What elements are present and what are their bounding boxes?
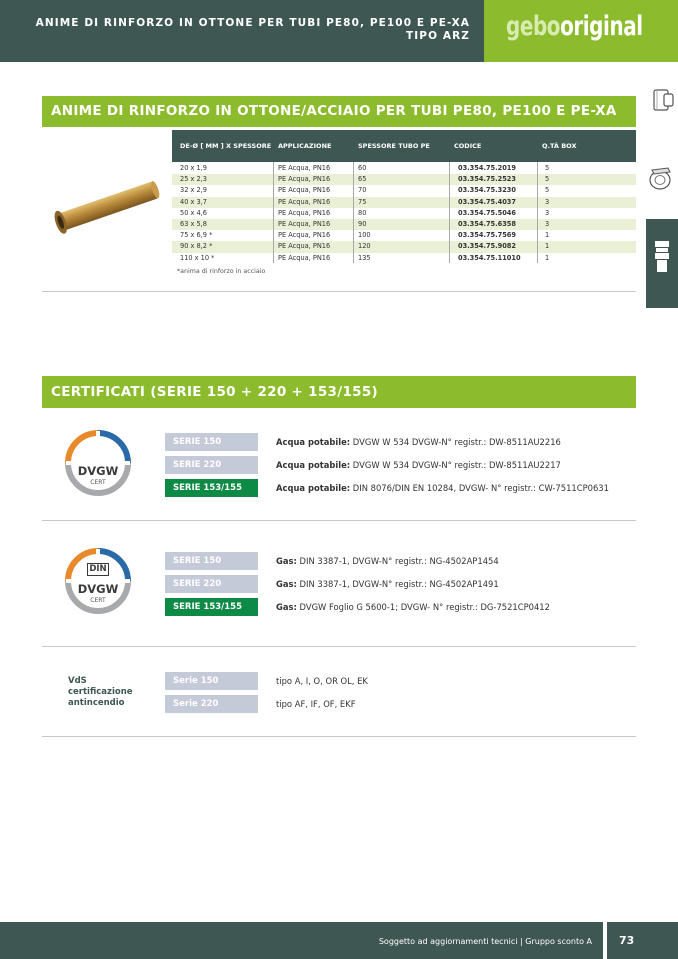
cell-box-qty: 3 — [545, 197, 550, 206]
brand-logo — [484, 0, 678, 62]
cell-application: PE Acqua, PN16 — [278, 253, 331, 262]
cell-pipe-thickness: 120 — [358, 242, 371, 251]
certificate-detail: DVGW W 534 DVGW-N° registr.: DW-8511AU2217 — [350, 460, 561, 470]
cell-diameter: 40 x 3,7 — [180, 197, 207, 206]
table-header — [172, 130, 636, 162]
certificate-row — [165, 433, 635, 451]
certificate-type-label: Acqua potabile: — [276, 437, 351, 447]
column-divider — [537, 162, 538, 263]
cell-code: 03.354.75.7569 — [458, 231, 516, 240]
table-row — [172, 241, 636, 252]
certificate-type-label: Gas: — [276, 579, 297, 589]
certificate-detail: DVGW W 534 DVGW-N° registr.: DW-8511AU2216 — [350, 437, 561, 447]
certificate-row — [165, 479, 635, 497]
logo-part-gebo: gebo — [506, 11, 561, 42]
certificate-type-label: Gas: — [276, 602, 297, 612]
certificate-text — [276, 676, 368, 686]
cell-code: 03.354.75.11010 — [458, 253, 521, 262]
header-title-line2: TIPO ARZ — [406, 30, 470, 42]
cell-pipe-thickness: 80 — [358, 208, 367, 217]
cell-box-qty: 3 — [545, 208, 550, 217]
certificate-detail: DVGW Foglio G 5600-1; DVGW- N° registr.: DG-7521CP0412 — [296, 602, 550, 612]
cell-diameter: 32 x 2,9 — [180, 186, 207, 195]
product-section-title: ANIME DI RINFORZO IN OTTONE/ACCIAIO PER TUBI PE80, PE100 E PE-XA — [42, 96, 636, 127]
dvgw-din-logo-sub: CERT — [90, 597, 106, 604]
vds-label-line1: VdS — [68, 676, 87, 686]
cell-box-qty: 5 — [545, 175, 550, 184]
certificate-row — [165, 598, 635, 616]
brass-insert-image — [48, 178, 168, 234]
table-row — [172, 185, 636, 196]
clamp-fitting-icon[interactable] — [646, 160, 678, 196]
table-row — [172, 208, 636, 219]
cell-diameter: 25 x 2,3 — [180, 175, 207, 184]
dvgw-din-logo-text: DVGW — [77, 582, 119, 596]
cell-diameter: 20 x 1,9 — [180, 164, 207, 172]
certificate-row — [165, 456, 635, 474]
certificate-row — [165, 575, 635, 593]
dvgw-logo-sub: CERT — [90, 479, 106, 486]
divider — [42, 291, 636, 292]
series-tag: SERIE 150 — [165, 552, 258, 570]
col-header-diameter: DE-Ø [ MM ] X SPESSORE — [180, 142, 272, 150]
dvgw-logo-text: DVGW — [77, 464, 119, 478]
certificate-text — [276, 460, 561, 470]
cell-box-qty: 5 — [545, 164, 550, 172]
cell-pipe-thickness: 60 — [358, 164, 367, 172]
certificate-detail: tipo AF, IF, OF, EKF — [276, 699, 356, 709]
cell-application: PE Acqua, PN16 — [278, 197, 331, 206]
cell-diameter: 110 x 10 * — [180, 253, 215, 262]
divider — [42, 736, 636, 737]
certificate-text — [276, 602, 550, 612]
cell-code: 03.354.75.2019 — [458, 164, 516, 172]
cell-code: 03.354.75.4037 — [458, 197, 516, 206]
column-divider — [353, 162, 354, 263]
cell-code: 03.354.75.5046 — [458, 208, 516, 217]
certificate-row — [165, 672, 635, 690]
series-tag: SERIE 150 — [165, 433, 258, 451]
series-tag: SERIE 220 — [165, 456, 258, 474]
vds-label-line3: antincendio — [68, 698, 125, 708]
certificates-section-title: CERTIFICATI (SERIE 150 + 220 + 153/155) — [42, 376, 636, 408]
certificate-text — [276, 437, 561, 447]
cell-diameter: 90 x 8,2 * — [180, 242, 213, 251]
table-row — [172, 219, 636, 230]
cell-pipe-thickness: 65 — [358, 175, 367, 184]
logo-part-original: original — [560, 11, 643, 42]
column-divider — [449, 162, 450, 263]
din-logo-text: DIN — [87, 563, 109, 576]
divider — [42, 646, 636, 647]
cell-box-qty: 1 — [545, 242, 550, 251]
dvgw-cert-logo — [60, 425, 136, 501]
col-header-box-qty: Q.TÀ BOX — [542, 142, 577, 150]
header-title — [36, 17, 470, 43]
cell-application: PE Acqua, PN16 — [278, 186, 331, 195]
cell-application: PE Acqua, PN16 — [278, 220, 331, 228]
table-row — [172, 230, 636, 241]
col-header-pipe-thickness: SPESSORE TUBO PE — [358, 142, 430, 150]
series-tag: SERIE 153/155 — [165, 479, 258, 497]
tee-fitting-icon[interactable] — [646, 85, 678, 115]
cell-application: PE Acqua, PN16 — [278, 242, 331, 251]
cell-diameter: 50 x 4,6 — [180, 208, 207, 217]
cell-pipe-thickness: 90 — [358, 220, 367, 228]
vds-label-line2: certificazione — [68, 687, 133, 697]
certificate-text — [276, 483, 609, 493]
certificate-detail: tipo A, I, O, OR OL, EK — [276, 676, 368, 686]
certificate-text — [276, 579, 499, 589]
cell-application: PE Acqua, PN16 — [278, 164, 331, 172]
table-row — [172, 174, 636, 185]
series-tag: Serie 150 — [165, 672, 258, 690]
vds-label — [68, 676, 133, 709]
column-divider — [273, 162, 274, 263]
cell-application: PE Acqua, PN16 — [278, 175, 331, 184]
footer-note: Soggetto ad aggiornamenti tecnici | Gruppo sconto A — [378, 937, 592, 946]
table-footnote: *anima di rinforzo in acciaio — [177, 268, 266, 275]
cell-box-qty: 1 — [545, 253, 550, 262]
cell-code: 03.354.75.3230 — [458, 186, 516, 195]
certificate-type-label: Acqua potabile: — [276, 483, 351, 493]
certificate-text — [276, 699, 356, 709]
certificate-detail: DIN 3387-1, DVGW-N° registr.: NG-4502AP1454 — [296, 556, 499, 566]
cell-box-qty: 1 — [545, 231, 550, 240]
series-tag: Serie 220 — [165, 695, 258, 713]
cell-pipe-thickness: 70 — [358, 186, 367, 195]
cell-box-qty: 3 — [545, 220, 550, 228]
certificate-type-label: Gas: — [276, 556, 297, 566]
certificate-detail: DIN 8076/DIN EN 10284, DVGW- N° registr.: CW-7511CP0631 — [350, 483, 609, 493]
cell-box-qty: 5 — [545, 186, 550, 195]
dvgw-din-cert-logo — [60, 543, 136, 619]
series-tag: SERIE 220 — [165, 575, 258, 593]
cell-diameter: 63 x 5,8 — [180, 220, 207, 228]
cell-diameter: 75 x 6,9 * — [180, 231, 213, 240]
certificate-text — [276, 556, 499, 566]
header-title-line1: ANIME DI RINFORZO IN OTTONE PER TUBI PE80, PE100 E PE-XA — [35, 17, 470, 29]
col-header-code: CODICE — [454, 142, 482, 150]
series-tag: SERIE 153/155 — [165, 598, 258, 616]
certificate-type-label: Acqua potabile: — [276, 460, 351, 470]
table-row — [172, 253, 636, 264]
col-header-application: APPLICAZIONE — [278, 142, 332, 150]
certificate-detail: DIN 3387-1, DVGW-N° registr.: NG-4502AP1491 — [296, 579, 499, 589]
table-row — [172, 197, 636, 208]
table-row — [172, 163, 636, 174]
cell-pipe-thickness: 135 — [358, 253, 371, 262]
cell-pipe-thickness: 75 — [358, 197, 367, 206]
cell-code: 03.354.75.9082 — [458, 242, 516, 251]
cell-code: 03.354.75.6358 — [458, 220, 516, 228]
coupling-fitting-icon[interactable] — [646, 219, 678, 308]
page-number: 73 — [603, 922, 678, 959]
cell-application: PE Acqua, PN16 — [278, 231, 331, 240]
cell-code: 03.354.75.2523 — [458, 175, 516, 184]
certificate-row — [165, 552, 635, 570]
cell-pipe-thickness: 100 — [358, 231, 371, 240]
divider — [42, 520, 636, 521]
certificate-row — [165, 695, 635, 713]
cell-application: PE Acqua, PN16 — [278, 208, 331, 217]
